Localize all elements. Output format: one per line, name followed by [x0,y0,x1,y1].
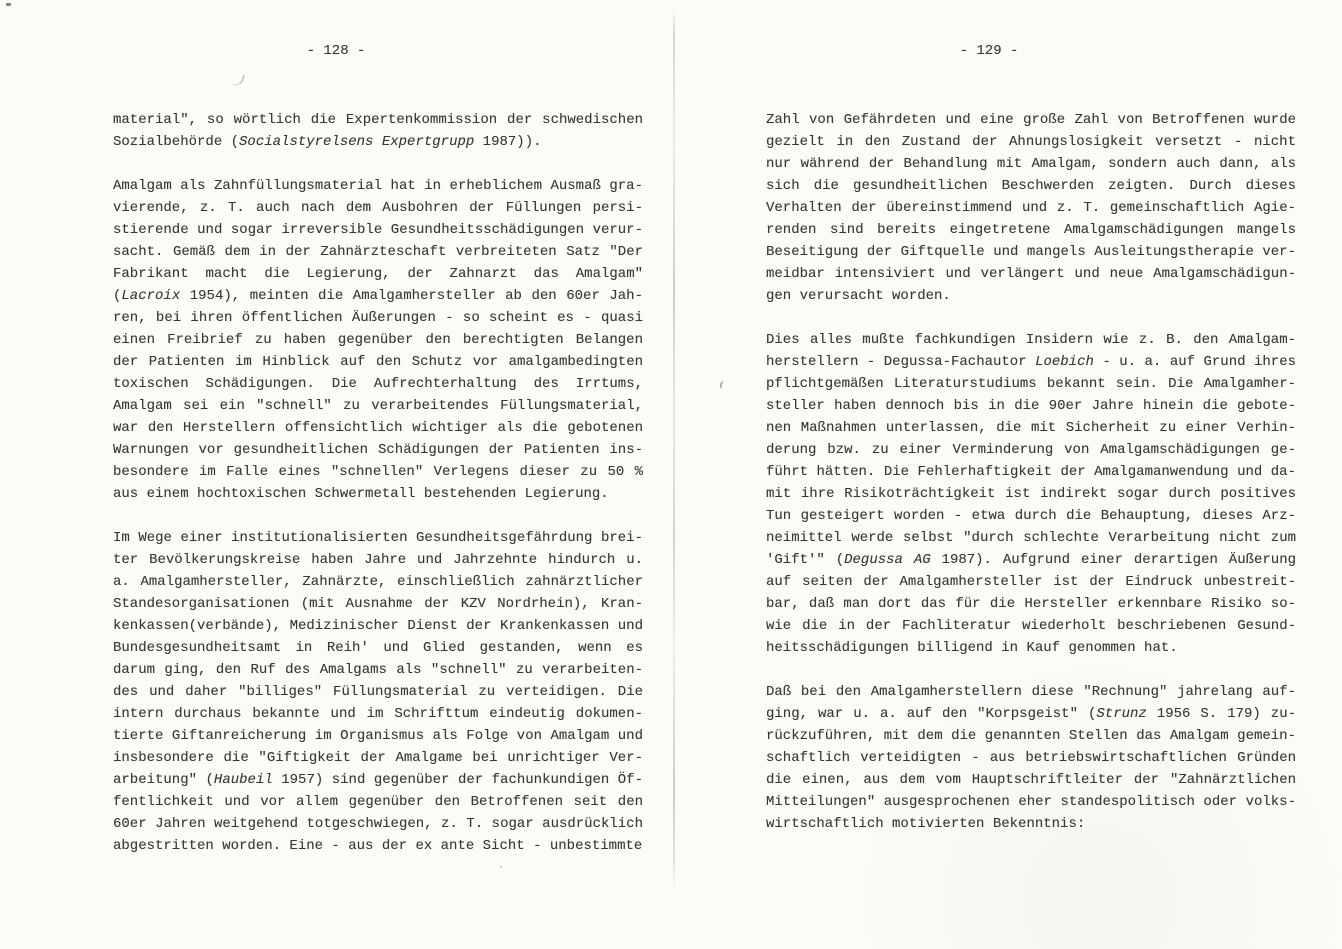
text-line: heitsschädigungen billigend in Kauf genommen hat. [766,640,1178,656]
text-line: Zahl von Gefährdeten und eine große Zahl von Betroffenen wurde [766,112,1296,128]
text-line: gen verursacht worden. [766,288,951,304]
text-line: stierende und sogar irreversible Gesundheitsschädigungen verur- [113,222,643,238]
text-line: ren, bei ihren öffentlichen Äußerungen - so scheint es - quasi [113,310,643,326]
text-line: schaftlich verteidigten - aus betriebswirtschaftlichen Gründen [766,750,1296,766]
text-line: rückzuführen, mit dem die genannten Stellen das Amalgam gemein- [766,728,1296,744]
text-line: abgestritten worden. Eine - aus der ex ante Sicht - unbestimmte [113,838,643,854]
scan-speck [500,866,502,868]
text-line: Verhalten der übereinstimmend und z. T. gemeinschaftlich Agie- [766,200,1296,216]
text-line: Im Wege einer institutionalisierten Gesundheitsgefährdung brei- [113,530,643,546]
paragraph [113,109,643,153]
text-line: fentlichkeit und vor allem gegenüber den Betroffenen seit den [113,794,643,810]
text-line: 'Gift'" (Degussa AG 1987). Aufgrund einer derartigen Äußerung [766,552,1296,568]
page-fold-line [673,8,674,892]
text-line: einen Freibrief zu haben gegenüber den berechtigten Belangen [113,332,643,348]
paragraph [766,329,1296,659]
text-line: wirtschaftlich motivierten Bekenntnis: [766,816,1086,832]
text-line: kenkassen(verbände), Medizinischer Dienst der Krankenkassen und [113,618,643,634]
text-line: mit ihre Risikoträchtigkeit ist indirekt sogar durch positives [766,486,1296,502]
text-line: darum ging, den Ruf des Amalgams als "schnell" zu verarbeiten- [113,662,643,678]
text-line: material", so wörtlich die Expertenkommission der schwedischen [113,112,643,128]
page-129-number: - 129 - [959,43,1019,59]
text-line: Mitteilungen" ausgesprochenen eher standespolitisch oder volks- [766,794,1296,810]
text-line: herstellern - Degussa-Fachautor Loebich - u. a. auf Grund ihres [766,354,1296,370]
text-line: besondere im Falle eines "schnellen" Verlegens dieser zu 50 % [113,464,643,480]
text-line: Daß bei den Amalgamherstellern diese "Rechnung" jahrelang auf- [766,684,1296,700]
text-line: Beseitigung der Giftquelle und mangels Ausleitungstherapie ver- [766,244,1296,260]
text-line: war den Herstellern offensichtlich wichtiger als die gebotenen [113,420,643,436]
text-line: arbeitung" (Haubeil 1957) sind gegenüber der fachunkundigen Öf- [113,772,643,788]
text-line: Tun gesteigert worden - etwa durch die Behauptung, dieses Arz- [766,508,1296,524]
text-line: sich die gesundheitlichen Beschwerden zeigten. Durch dieses [766,178,1296,194]
text-line: a. Amalgamhersteller, Zahnärzte, einschließlich zahnärztlicher [113,574,643,590]
text-line: gezielt in den Zustand der Ahnungslosigkeit versetzt - nicht [766,134,1296,150]
text-line: toxischen Schädigungen. Die Aufrechterhaltung des Irrtums, [113,376,643,392]
text-line: vierende, z. T. auch nach dem Ausbohren der Füllungen persi- [113,200,643,216]
text-line: Bundesgesundheitsamt in Reih' und Glied gestanden, wenn es [113,640,643,656]
text-line: bar, daß man dort das für die Hersteller erkennbare Risiko so- [766,596,1296,612]
text-line: Warnungen vor gesundheitlichen Schädigungen der Patienten ins- [113,442,643,458]
text-line: des und daher "billiges" Füllungsmaterial zu verteidigen. Die [113,684,643,700]
text-line: ter Bevölkerungskreise haben Jahre und Jahrzehnte hindurch u. [113,552,643,568]
text-line: Fabrikant macht die Legierung, der Zahnarzt das Amalgam" [113,266,643,282]
text-line: wie die in der Fachliteratur wiederholt beschriebenen Gesund- [766,618,1296,634]
text-line: führt hätten. Die Fehlerhaftigkeit der Amalgamanwendung und da- [766,464,1296,480]
page-128-body [113,109,643,857]
text-line: intern durchaus bekannte und im Schrifttum eindeutig dokumen- [113,706,643,722]
text-line: neimittel werde selbst "durch schlechte Verarbeitung nicht zum [766,530,1296,546]
text-line: derung bzw. zu einer Verminderung von Amalgamschädigungen ge- [766,442,1296,458]
text-line: nen Maßnahmen unterlassen, die mit Sicherheit zu einer Verhin- [766,420,1296,436]
page-128-number: - 128 - [306,43,366,59]
page-129 [766,40,1296,835]
text-line: renden sind bereits eingetretene Amalgamschädigungen mangels [766,222,1296,238]
text-line: insbesondere die "Giftigkeit der Amalgame bei unrichtiger Ver- [113,750,643,766]
text-line: nur während der Behandlung mit Amalgam, sondern auch dann, als [766,156,1296,172]
text-line: Standesorganisationen (mit Ausnahme der KZV Nordrhein), Kran- [113,596,643,612]
text-line: tierte Giftanreicherung im Organismus als Folge von Amalgam und [113,728,643,744]
text-line: pflichtgemäßen Literaturstudiums bekannt sein. Die Amalgamher- [766,376,1296,392]
page-129-body [766,109,1296,835]
text-line: die einen, aus dem vom Hauptschriftleiter der "Zahnärztlichen [766,772,1296,788]
text-line: meidbar intensiviert und verlängert und neue Amalgamschädigun- [766,266,1296,282]
paragraph [766,109,1296,307]
paragraph [766,681,1296,835]
text-line: 60er Jahren weitgehend totgeschwiegen, z. T. sogar ausdrücklich [113,816,643,832]
text-line: auf seiten der Amalgamhersteller ist der Eindruck unbestreit- [766,574,1296,590]
text-line: Dies alles mußte fachkundigen Insidern wie z. B. den Amalgam- [766,332,1296,348]
text-line: Amalgam sei ein "schnell" zu verarbeitendes Füllungsmaterial, [113,398,643,414]
text-line: aus einem hochtoxischen Schwermetall bestehenden Legierung. [113,486,609,502]
paragraph [113,527,643,857]
text-line: Amalgam als Zahnfüllungsmaterial hat in erheblichem Ausmaß gra- [113,178,643,194]
text-line: Sozialbehörde (Socialstyrelsens Expertgrupp 1987)). [113,134,542,150]
page-128 [113,40,643,857]
text-line: (Lacroix 1954), meinten die Amalgamhersteller ab den 60er Jah- [113,288,643,304]
scan-speck [719,381,726,390]
text-line: sacht. Gemäß dem in der Zahnärzteschaft verbreiteten Satz "Der [113,244,643,260]
paragraph [113,175,643,505]
text-line: ging, war u. a. auf den "Korpsgeist" (Strunz 1956 S. 179) zu- [766,706,1296,722]
text-line: der Patienten im Hinblick auf den Schutz vor amalgambedingten [113,354,643,370]
text-line: steller haben dennoch bis in die 90er Jahre hinein die gebote- [766,398,1296,414]
scan-speck [6,3,11,6]
